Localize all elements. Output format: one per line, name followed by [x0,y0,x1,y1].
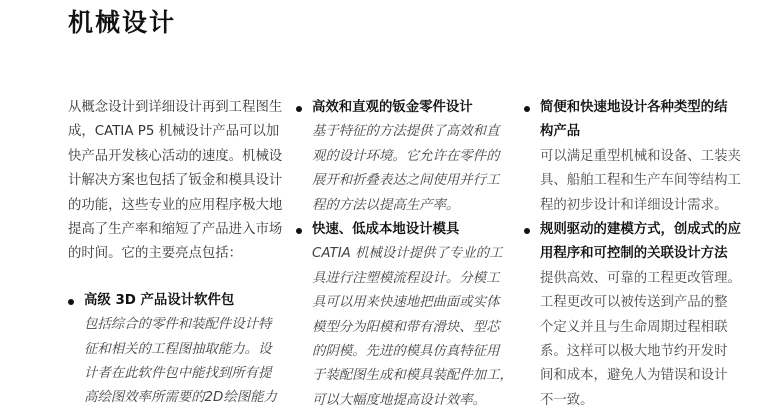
feature-desc-line: 程的方法以提高生产率。 [312,197,460,213]
feature-item-3d-design-package [68,289,288,411]
feature-desc-line: 不一致。 [540,392,594,408]
feature-item-sheet-metal [296,96,512,218]
feature-desc-line: 模型分为阳模和带有滑块、型芯 [312,319,500,335]
feature-title-line: 快速、低成本地设计模具 [312,222,460,238]
column-1 [68,96,288,411]
feature-desc-line: 提供高效、可靠的工程更改管理。 [540,270,741,286]
intro-line: 的时间。它的主要亮点包括： [68,246,243,262]
feature-desc-line: 高绘图效率所需要的2D绘图能力 [84,390,277,406]
feature-title [312,96,512,120]
feature-desc-line: 观的设计环境。它允许在零件的 [312,148,500,164]
feature-title-line: 构产品 [540,124,581,140]
feature-desc-line: 具、船舶工程和生产车间等结构工 [540,173,741,189]
intro-paragraph [68,96,288,267]
feature-desc-line: 可以满足重型机械和设备、工装夹 [540,148,741,164]
feature-desc-line: 于装配图生成和模具装配件加工， [312,368,513,384]
feature-description [312,242,512,413]
feature-description [312,120,512,218]
feature-desc-line: CATIA 机械设计提供了专业的工 [312,246,503,262]
feature-desc-line: 征和相关的工程图抽取能力。设 [84,341,272,357]
feature-description [540,267,746,413]
feature-item-rule-driven-modeling [524,218,746,413]
feature-desc-line: 具进行注塑模流程设计。分模工 [312,270,500,286]
intro-line: 的功能，这些专业的应用程序极大地 [68,197,283,213]
feature-title [540,218,746,267]
bullet-icon [296,228,302,234]
feature-title-line: 高效和直观的钣金零件设计 [312,100,473,115]
intro-line: 快产品开发核心活动的速度。机械设 [68,148,283,164]
feature-title [84,289,288,313]
feature-desc-line: 系。这样可以极大地节约开发时 [540,344,728,360]
feature-desc-line: 计者在此软件包中能找到所有提 [84,366,272,382]
feature-desc-line: 可以大幅度地提高设计效率。 [312,392,487,408]
intro-line: 成，CATIA P5 机械设计产品可以加 [68,124,280,140]
feature-desc-line: 基于特征的方法提供了高效和直 [312,124,500,140]
feature-description [540,145,746,218]
feature-desc-line: 间和成本，避免人为错误和设计 [540,368,728,384]
page-title: 机械设计 [68,8,177,37]
feature-desc-line: 的阴模。先进的模具仿真特征用 [312,344,500,360]
feature-title [540,96,746,145]
bullet-icon [296,106,302,112]
intro-line: 从概念设计到详细设计再到工程图生 [68,100,283,115]
intro-line: 计解决方案也包括了钣金和模具设计 [68,173,283,189]
bullet-icon [524,228,530,234]
feature-description [84,313,288,411]
feature-title-line: 简便和快速地设计各种类型的结 [540,100,728,115]
feature-title-line: 用程序和可控制的关联设计方法 [540,246,728,262]
feature-title [312,218,512,242]
feature-item-mold-design [296,218,512,413]
feature-desc-line: 具可以用来快速地把曲面或实体 [312,295,500,311]
column-2 [296,96,512,413]
feature-desc-line: 包括综合的零件和装配件设计特 [84,317,272,333]
feature-desc-line: 工程更改可以被传送到产品的整 [540,295,728,311]
bullet-icon [524,106,530,112]
bullet-icon [68,299,74,305]
feature-title-line: 高级 3D 产品设计软件包 [84,292,235,308]
feature-desc-line: 个定义并且与生命周期过程相联 [540,319,728,335]
intro-line: 提高了生产率和缩短了产品进入市场 [68,222,283,238]
feature-desc-line: 程的初步设计和详细设计需求。 [540,197,728,213]
column-3 [524,96,746,413]
feature-title-line: 规则驱动的建模方式，创成式的应 [540,222,741,238]
feature-item-structural-design [524,96,746,218]
feature-desc-line: 展开和折叠表达之间使用并行工 [312,173,500,189]
